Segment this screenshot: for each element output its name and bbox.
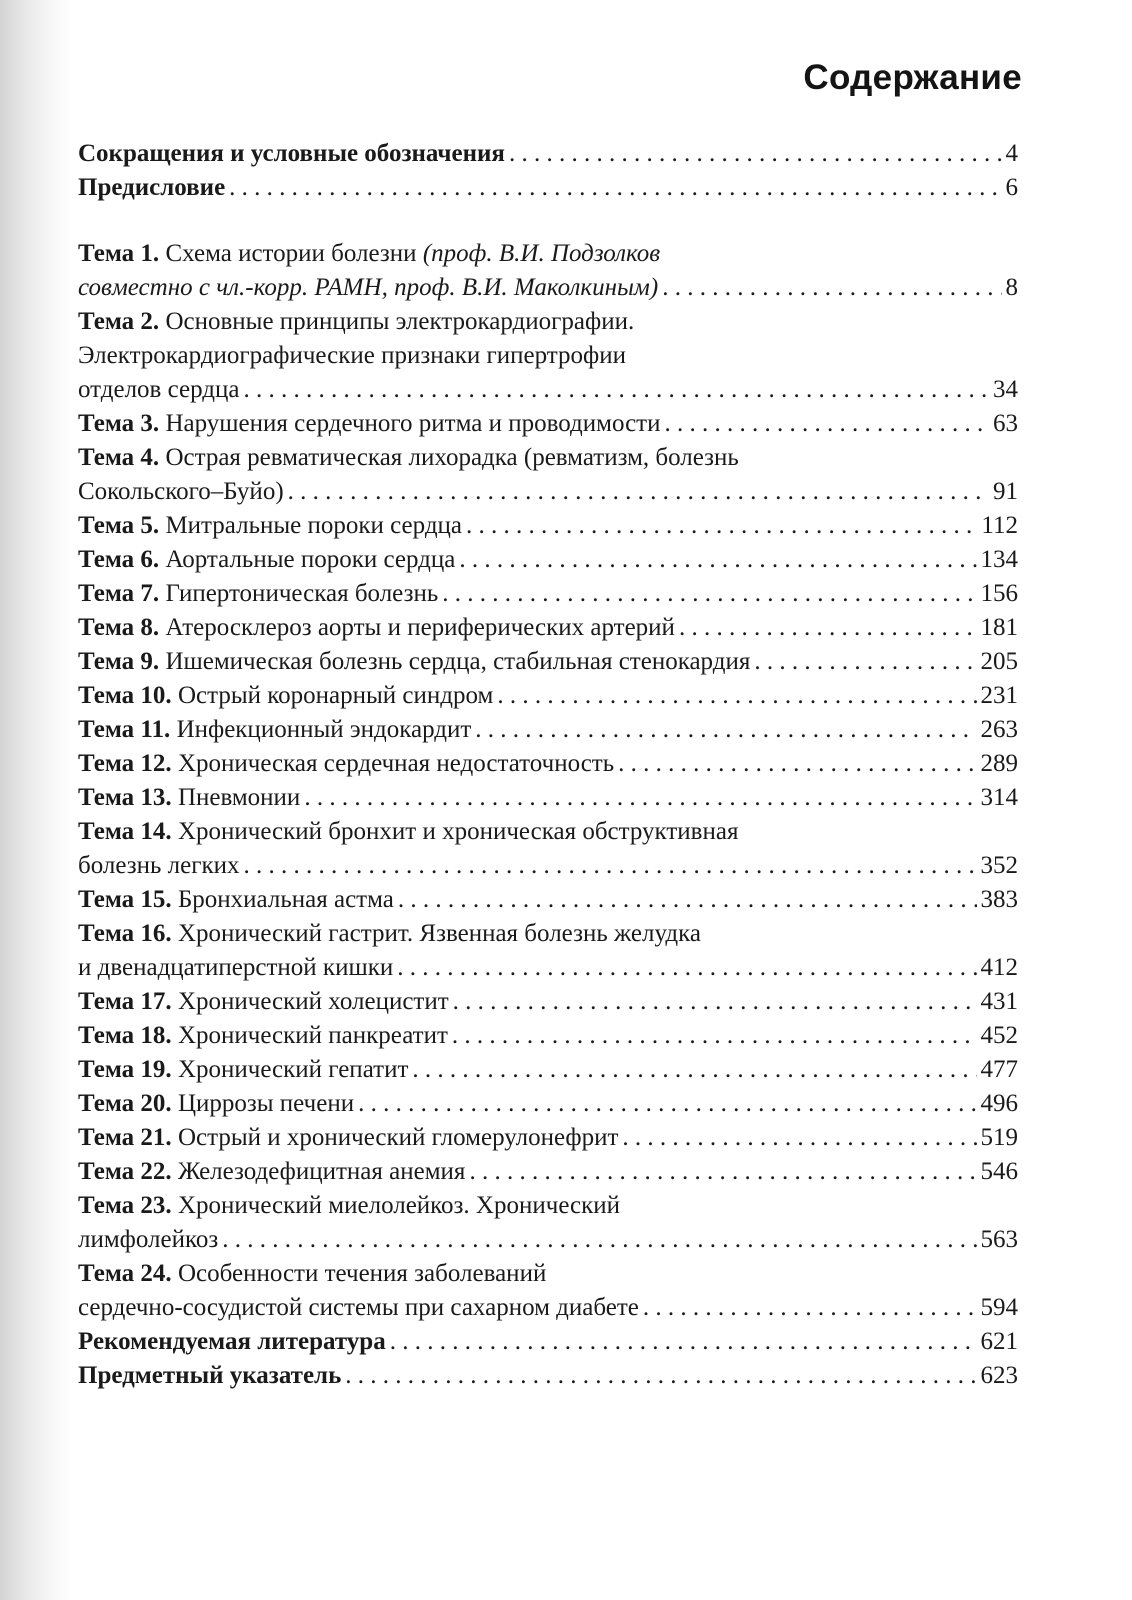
- dot-leader: [244, 849, 977, 883]
- dot-leader: [304, 781, 976, 815]
- dot-leader: [229, 171, 1001, 205]
- toc-page-number: 594: [980, 1294, 1018, 1321]
- toc-entry-topic-4[interactable]: [78, 475, 1018, 509]
- topic-title-cont: сердечно-сосудистой системы при сахарном диабете: [78, 1294, 639, 1321]
- dot-leader: [466, 509, 977, 543]
- toc-entry-topic-16[interactable]: [78, 951, 1018, 985]
- toc-page-number: 4: [1005, 140, 1018, 167]
- dot-leader: [398, 883, 977, 917]
- toc-entry-topic-4-line1[interactable]: [78, 441, 1018, 475]
- toc-page-number: 112: [981, 512, 1018, 539]
- topic-label: Тема 20.: [78, 1090, 172, 1117]
- dot-leader: [222, 1223, 976, 1257]
- dot-leader: [390, 1325, 977, 1359]
- topic-label: Тема 22.: [78, 1158, 172, 1185]
- dot-leader: [442, 577, 976, 611]
- dot-leader: [453, 985, 977, 1019]
- toc-page-number: 563: [980, 1226, 1018, 1253]
- toc-page-number: 452: [980, 1022, 1018, 1049]
- dot-leader: [679, 611, 977, 645]
- topic-title-cont: болезнь легких: [78, 852, 240, 879]
- topic-title-cont: отделов сердца: [78, 376, 240, 403]
- topic-label: Тема 10.: [78, 682, 172, 709]
- dot-leader: [358, 1087, 976, 1121]
- topic-label: Тема 3.: [78, 410, 160, 437]
- topic-title: Циррозы печени: [177, 1090, 355, 1117]
- topic-label: Тема 14.: [78, 818, 172, 845]
- topic-title: Острый и хронический гломерулонефрит: [177, 1124, 619, 1151]
- dot-leader: [397, 951, 976, 985]
- topic-title: Особенности течения заболеваний: [177, 1260, 547, 1287]
- toc-page-number: 8: [1005, 274, 1018, 301]
- topic-title: Нарушения сердечного ритма и проводимости: [165, 410, 661, 437]
- toc-page-number: 289: [980, 750, 1018, 777]
- toc-entry-topic-16-line1[interactable]: [78, 917, 1018, 951]
- topic-label: Тема 2.: [78, 308, 160, 335]
- topic-title-cont: Сокольского–Буйо): [78, 478, 284, 505]
- topic-title: Хронический бронхит и хроническая обструктивная: [177, 818, 739, 845]
- toc-page-number: 91: [993, 478, 1018, 505]
- toc-entry-index[interactable]: [78, 1359, 1018, 1393]
- toc-page-number: 34: [993, 376, 1018, 403]
- topic-label: Тема 12.: [78, 750, 172, 777]
- topic-label: Тема 9.: [78, 648, 160, 675]
- topic-title-cont: Электрокардиографические признаки гипертрофии: [78, 342, 626, 369]
- topic-label: Тема 19.: [78, 1056, 172, 1083]
- topic-label: Тема 21.: [78, 1124, 172, 1151]
- table-of-contents: [78, 137, 1018, 1393]
- topic-label: Тема 23.: [78, 1192, 172, 1219]
- topic-label: Тема 17.: [78, 988, 172, 1015]
- toc-page-number: 314: [980, 784, 1018, 811]
- toc-entry-topic-21[interactable]: [78, 1121, 1018, 1155]
- toc-entry-topic-14-line1[interactable]: [78, 815, 1018, 849]
- topic-label: Тема 15.: [78, 886, 172, 913]
- toc-page-number: 431: [980, 988, 1018, 1015]
- dot-leader: [345, 1359, 976, 1393]
- topic-title: Хронический панкреатит: [177, 1022, 448, 1049]
- toc-entry-topic-7[interactable]: [78, 577, 1018, 611]
- dot-leader: [412, 1053, 976, 1087]
- toc-entry-text: Предисловие: [78, 174, 226, 201]
- topic-title: Хронический холецистит: [177, 988, 449, 1015]
- topic-label: Тема 1.: [78, 240, 160, 267]
- toc-page-number: 231: [980, 682, 1018, 709]
- toc-entry-topic-20[interactable]: [78, 1087, 1018, 1121]
- topic-title: Бронхиальная астма: [177, 886, 394, 913]
- toc-page-number: 519: [980, 1124, 1018, 1151]
- topic-title: Инфекционный эндокардит: [176, 716, 472, 743]
- toc-entry-topic-12[interactable]: [78, 747, 1018, 781]
- toc-entry-topic-14[interactable]: [78, 849, 1018, 883]
- toc-page-number: 134: [980, 546, 1018, 573]
- toc-entry-topic-22[interactable]: [78, 1155, 1018, 1189]
- toc-entry-text: Предметный указатель: [78, 1362, 342, 1389]
- toc-entry-topic-24-line1[interactable]: [78, 1257, 1018, 1291]
- topic-title-cont: лимфолейкоз: [78, 1226, 219, 1253]
- toc-entry-text: Сокращения и условные обозначения: [78, 140, 505, 167]
- toc-page-number: 412: [980, 954, 1018, 981]
- topic-authors-cont: совместно с чл.-корр. РАМН, проф. В.И. Маколкиным): [78, 274, 659, 301]
- toc-page-number: 156: [980, 580, 1018, 607]
- toc-page-number: 263: [980, 716, 1018, 743]
- toc-entry-topic-6[interactable]: [78, 543, 1018, 577]
- dot-leader: [497, 679, 976, 713]
- dot-leader: [664, 407, 989, 441]
- toc-entry-bibliography[interactable]: [78, 1325, 1018, 1359]
- toc-entry-topic-2[interactable]: [78, 373, 1018, 407]
- toc-entry-topic-2-line1[interactable]: [78, 305, 1018, 339]
- topic-title: Хронический гепатит: [177, 1056, 409, 1083]
- topic-title: Железодефицитная анемия: [177, 1158, 466, 1185]
- dot-leader: [243, 373, 989, 407]
- topic-label: Тема 16.: [78, 920, 172, 947]
- toc-entry-topic-18[interactable]: [78, 1019, 1018, 1053]
- toc-entry-topic-9[interactable]: [78, 645, 1018, 679]
- topic-title: Хроническая сердечная недостаточность: [177, 750, 615, 777]
- toc-entry-abbreviations[interactable]: [78, 137, 1018, 171]
- dot-leader: [469, 1155, 976, 1189]
- topic-title: Митральные пороки сердца: [165, 512, 463, 539]
- dot-leader: [643, 1291, 977, 1325]
- toc-entry-text: Рекомендуемая литература: [78, 1328, 386, 1355]
- toc-page-number: 383: [980, 886, 1018, 913]
- topic-title: Хронический миелолейкоз. Хронический: [177, 1192, 621, 1219]
- topic-title: Аортальные пороки сердца: [165, 546, 456, 573]
- toc-page-number: 205: [980, 648, 1018, 675]
- topic-title: Пневмонии: [177, 784, 301, 811]
- topic-label: Тема 7.: [78, 580, 160, 607]
- toc-entry-topic-5[interactable]: [78, 509, 1018, 543]
- topic-title: Острый коронарный синдром: [177, 682, 494, 709]
- toc-entry-topic-19[interactable]: [78, 1053, 1018, 1087]
- dot-leader: [288, 475, 989, 509]
- toc-page-number: 623: [980, 1362, 1018, 1389]
- topic-title: Атеросклероз аорты и периферических артерий: [165, 614, 675, 641]
- topic-label: Тема 13.: [78, 784, 172, 811]
- topic-label: Тема 11.: [78, 716, 171, 743]
- dot-leader: [459, 543, 976, 577]
- dot-leader: [754, 645, 976, 679]
- toc-entry-topic-24[interactable]: [78, 1291, 1018, 1325]
- page-title: Содержание: [803, 58, 1022, 97]
- toc-entry-topic-2-line2: [78, 339, 1018, 373]
- dot-leader: [509, 137, 1002, 171]
- toc-page: [78, 0, 1022, 1600]
- dot-leader: [662, 271, 1001, 305]
- topic-title: Ишемическая болезнь сердца, стабильная стенокардия: [165, 648, 751, 675]
- toc-page-number: 496: [980, 1090, 1018, 1117]
- toc-entry-topic-10[interactable]: [78, 679, 1018, 713]
- toc-entry-topic-3[interactable]: [78, 407, 1018, 441]
- toc-page-number: 621: [980, 1328, 1018, 1355]
- dot-leader: [475, 713, 976, 747]
- toc-entry-topic-1-line1[interactable]: [78, 237, 1018, 271]
- topic-title: Острая ревматическая лихорадка (ревматизм, болезнь: [165, 444, 739, 471]
- topic-label: Тема 5.: [78, 512, 160, 539]
- topic-title: Гипертоническая болезнь: [165, 580, 439, 607]
- topic-label: Тема 4.: [78, 444, 160, 471]
- topic-label: Тема 24.: [78, 1260, 172, 1287]
- topic-label: Тема 8.: [78, 614, 160, 641]
- dot-leader: [622, 1121, 976, 1155]
- topic-authors: (проф. В.И. Подзолков: [422, 240, 661, 267]
- toc-entry-topic-23-line1[interactable]: [78, 1189, 1018, 1223]
- topic-label: Тема 6.: [78, 546, 160, 573]
- toc-entry-topic-13[interactable]: [78, 781, 1018, 815]
- toc-entry-topic-23[interactable]: [78, 1223, 1018, 1257]
- toc-page-number: 6: [1005, 174, 1018, 201]
- toc-entry-topic-8[interactable]: [78, 611, 1018, 645]
- toc-entry-topic-17[interactable]: [78, 985, 1018, 1019]
- toc-entry-topic-1[interactable]: [78, 271, 1018, 305]
- topic-title-cont: и двенадцатиперстной кишки: [78, 954, 394, 981]
- toc-page-number: 63: [993, 410, 1018, 437]
- topic-title: Хронический гастрит. Язвенная болезнь желудка: [177, 920, 701, 947]
- topic-title: Основные принципы электрокардиографии.: [165, 308, 635, 335]
- toc-page-number: 477: [980, 1056, 1018, 1083]
- toc-page-number: 352: [980, 852, 1018, 879]
- toc-page-number: 181: [980, 614, 1018, 641]
- toc-entry-topic-15[interactable]: [78, 883, 1018, 917]
- toc-entry-topic-11[interactable]: [78, 713, 1018, 747]
- dot-leader: [452, 1019, 977, 1053]
- topic-label: Тема 18.: [78, 1022, 172, 1049]
- dot-leader: [618, 747, 976, 781]
- toc-entry-preface[interactable]: [78, 171, 1018, 205]
- topic-title: Схема истории болезни: [165, 240, 417, 267]
- book-spine-shadow: [0, 0, 70, 1600]
- toc-page-number: 546: [980, 1158, 1018, 1185]
